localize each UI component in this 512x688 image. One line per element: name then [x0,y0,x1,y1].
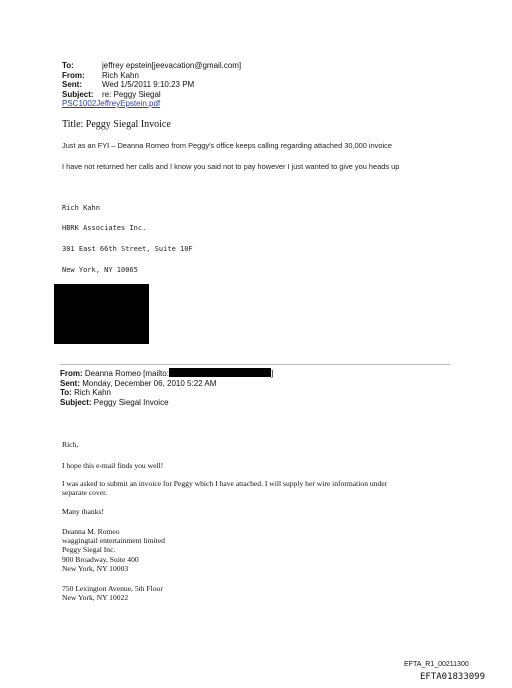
sig-line: 900 Broadway, Suite 400 [62,554,139,564]
body-line-2: I have not returned her calls and I know you said not to pay however I just wanted to give you heads up [62,162,400,171]
footer-id-2: EFTA01833099 [420,672,486,682]
message-thanks: Many thanks! [62,507,104,516]
forwarded-header [60,368,273,407]
signature-name: Rich Kahn [62,204,100,212]
redacted-block [54,284,149,344]
message-p2-line2: separate cover. [62,488,108,497]
fwd-to-value: Rich Kahn [74,388,111,398]
message-greeting: Rich, [62,440,79,449]
addr2-line: 750 Lexington Avenue, 5th Floor [62,584,163,593]
fwd-to-row [60,388,273,398]
subject-value: re: Peggy Siegal [102,89,161,99]
to-value: jeffrey epstein[jeevacation@gmail.com] [102,61,242,70]
fwd-to-label: To: [60,388,72,398]
fwd-from-label: From: [60,369,83,378]
fwd-sent-value: Monday, December 06, 2010 5:22 AM [82,378,217,388]
subject-label: Subject: [62,89,94,99]
sig-line: waggingtail entertainment limited [62,536,165,546]
sent-label: Sent: [62,80,82,89]
from-value: Rich Kahn [102,70,139,80]
header-subject-row [62,90,241,100]
attachment-link[interactable]: PSC1002JeffreyEpstein.pdf [62,99,161,108]
email-header [62,61,241,109]
sent-value: Wed 1/5/2011 9:10:23 PM [102,80,195,89]
from-label: From: [62,70,85,80]
addr2-line: New York, NY 10022 [62,593,129,603]
fwd-sent-row [60,379,273,389]
fwd-from-end: ] [270,369,274,378]
header-to-row [62,61,241,71]
fwd-sent-label: Sent: [60,378,80,388]
redacted-email [169,368,274,378]
signature-address: 301 East 66th Street, Suite 10F [62,245,193,253]
separator-rule [60,364,450,365]
fwd-subject-label: Subject: [60,397,92,407]
sig-line: Peggy Siegal Inc. [62,545,116,555]
message-p1: I hope this e-mail finds you well! [62,461,164,470]
header-sent-row [62,80,241,90]
sig-line: Deanna M. Romeo [62,527,120,536]
sig-line: New York, NY 10003 [62,563,129,573]
to-label: To: [62,61,74,70]
fwd-from-value: Deanna Romeo [mailto: [84,369,169,378]
fwd-subject-value: Peggy Siegal Invoice [93,397,169,407]
message-p2-line1: I was asked to submit an invoice for Peggy which I have attached. I will supply her wire information under [62,479,388,488]
footer-id-1: EFTA_R1_00211300 [404,661,469,668]
header-from-row [62,71,241,81]
fwd-from-row [60,368,273,379]
message-signature [62,527,165,573]
message-address-2 [62,584,163,602]
body-line-1: Just as an FYI – Deanna Romeo from Peggy's office keeps calling regarding attached 30,000 invoice [62,141,392,150]
signature-city: New York, NY 10065 [62,266,138,274]
signature-company: HBRK Associates Inc. [62,224,147,232]
fwd-subject-row [60,398,273,408]
document-title: Title: Peggy Siegal Invoice [62,119,171,130]
